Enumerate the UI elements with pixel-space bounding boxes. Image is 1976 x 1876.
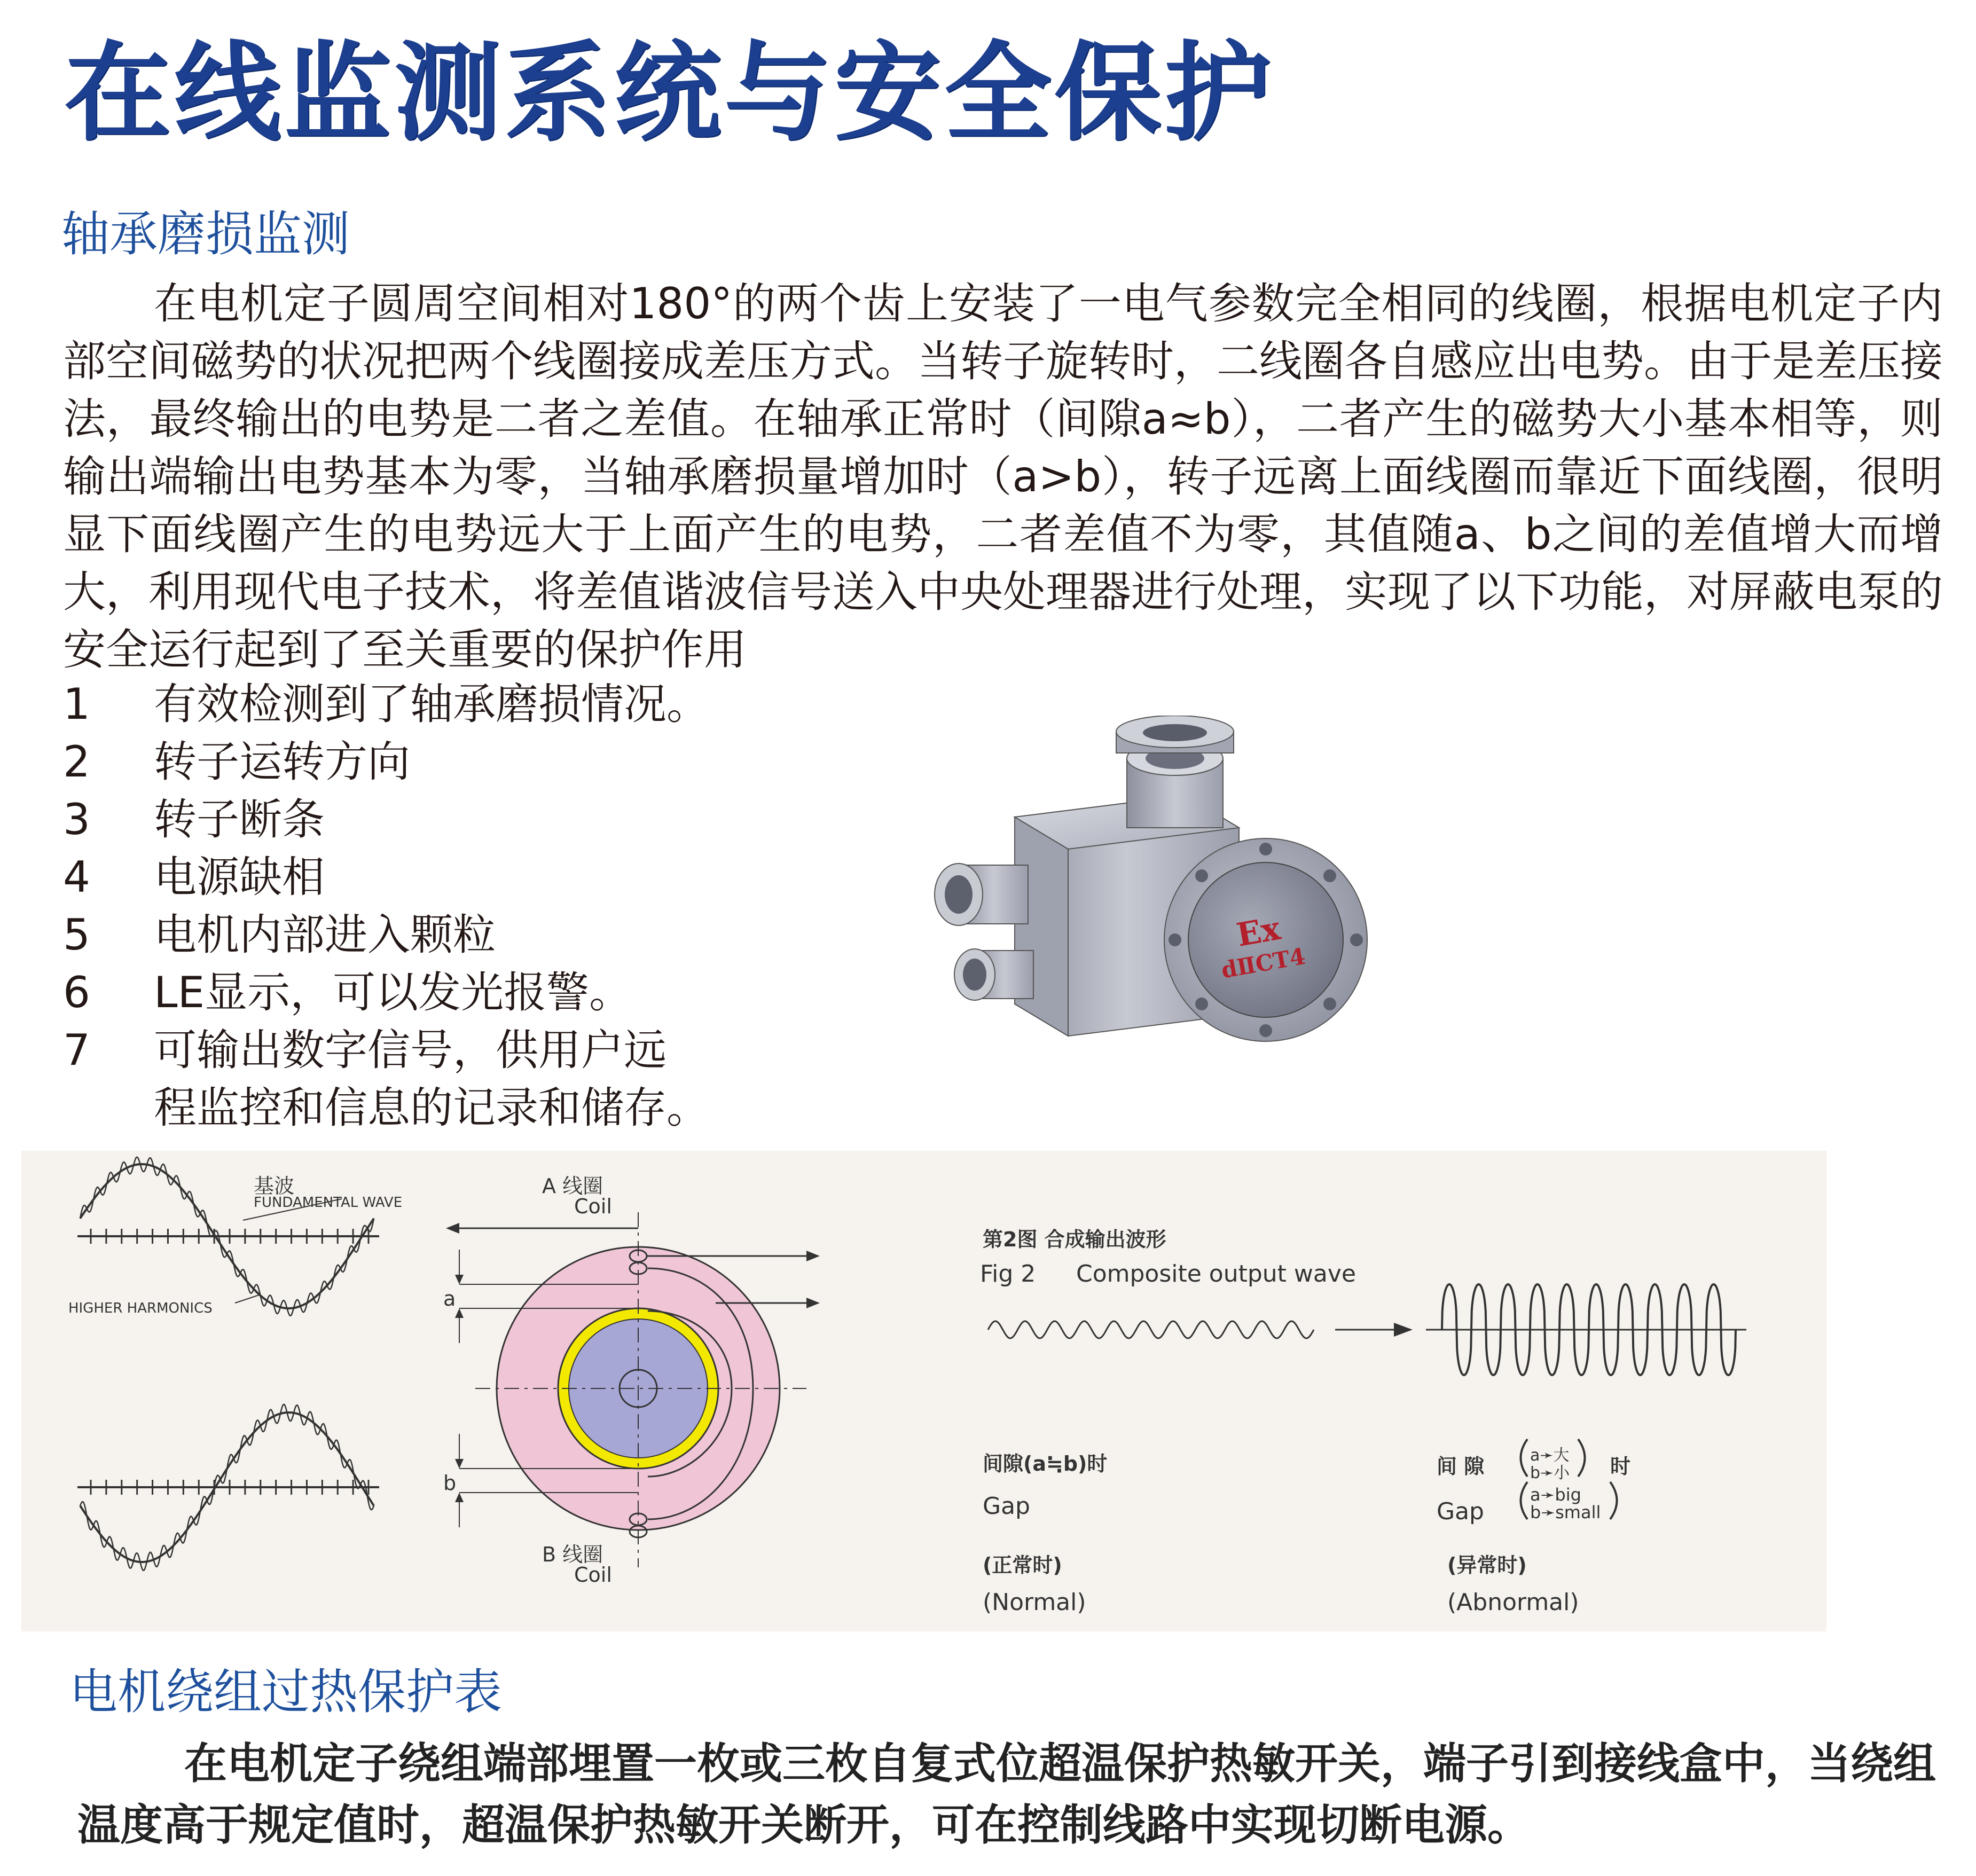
list-number: 6 bbox=[63, 968, 90, 1017]
abnormal-output-wave bbox=[1442, 1284, 1736, 1375]
normal-gap-label-en: Gap bbox=[983, 1493, 1030, 1520]
fundamental-label-en: FUNDAMENTAL WAVE bbox=[254, 1195, 403, 1211]
abnormal-gap-label-en: Gap bbox=[1437, 1498, 1484, 1525]
fundamental-label-cn: 基波 bbox=[254, 1174, 295, 1198]
abnormal-label-cn: (异常时) bbox=[1447, 1553, 1527, 1577]
fig2-title-en: Composite output wave bbox=[1076, 1260, 1356, 1288]
normal-gap-label-cn: 间隙(a≒b)时 bbox=[983, 1452, 1108, 1475]
list-text: 有效检测到了轴承磨损情况。 bbox=[154, 679, 709, 729]
ex-marking: Ex bbox=[1234, 909, 1283, 954]
list-number: 4 bbox=[63, 852, 90, 902]
gap-a-label: a bbox=[443, 1287, 456, 1310]
normal-output-wave bbox=[988, 1321, 1314, 1338]
list-text: 电机内部进入颗粒 bbox=[154, 910, 496, 960]
normal-label-en: (Normal) bbox=[983, 1589, 1086, 1616]
coil-b-label-cn: B 线圈 bbox=[542, 1543, 603, 1566]
list-text: LE显示，可以发光报警。 bbox=[154, 968, 632, 1017]
abnormal-a-en: a➛big bbox=[1530, 1485, 1581, 1505]
section-heading-winding-overheat: 电机绕组过热保护表 bbox=[69, 1664, 502, 1720]
list-text: 转子断条 bbox=[154, 795, 325, 844]
harmonics-leader bbox=[235, 1295, 259, 1303]
abnormal-label-en: (Abnormal) bbox=[1447, 1589, 1579, 1616]
section-heading-bearing-wear: 轴承磨损监测 bbox=[61, 206, 350, 262]
coil-a-label-cn: A 线圈 bbox=[542, 1174, 603, 1198]
abnormal-gap-label-cn: 间 隙 bbox=[1437, 1455, 1485, 1478]
harmonics-label: HIGHER HARMONICS bbox=[68, 1300, 213, 1316]
list-number: 7 bbox=[63, 1025, 90, 1075]
list-number: 5 bbox=[63, 910, 90, 960]
abnormal-time-cn: 时 bbox=[1610, 1455, 1631, 1478]
gap-b-label: b bbox=[443, 1471, 457, 1495]
list-text: 电源缺相 bbox=[154, 852, 325, 902]
abnormal-b-en: b➛small bbox=[1530, 1502, 1601, 1522]
explosion-class-marking: dⅡCT4 bbox=[1219, 943, 1307, 984]
list-text: 程监控和信息的记录和储存。 bbox=[154, 1083, 709, 1133]
list-text: 可输出数字信号，供用户远 bbox=[154, 1025, 666, 1075]
junction-box-illustration bbox=[908, 716, 1389, 1089]
abnormal-b-cn: b➛小 bbox=[1530, 1464, 1570, 1482]
normal-label-cn: (正常时) bbox=[983, 1553, 1062, 1577]
diagram-graphics bbox=[21, 1151, 1826, 1631]
diagram-panel bbox=[21, 1151, 1826, 1631]
coil-b-label-en: Coil bbox=[574, 1563, 612, 1587]
list-text: 转子运转方向 bbox=[154, 737, 410, 787]
list-number: 2 bbox=[63, 737, 90, 787]
bearing-wear-paragraph: 在电机定子圆周空间相对180°的两个齿上安装了一电气参数完全相同的线圈，根据电机定子内部空间磁势的状况把两个线圈接成差压方式。当转子旋转时，二线圈各自感应出电势。由于是差压接法，最终输出的电势是二者之差值。在轴承正常时（间隙a≈b），二者产生的磁势大小基本相等，则输出端输出电势基本为零，当轴承磨损量增加时（a>b），转子远离上面线圈而靠近下面线圈，很明显下面线圈产生的电势远大于上面产生的电势，二者差值不为零，其值随a、b之间的差值增大而增大，利用现代电子技术，将差值谐波信号送入中央处理器进行处理，实现了以下功能，对屏蔽电泵的安全运行起到了至关重要的保护作用 bbox=[63, 279, 1943, 674]
feature-list bbox=[63, 676, 918, 1145]
fig2-number: Fig 2 bbox=[980, 1260, 1036, 1288]
winding-overheat-paragraph: 在电机定子绕组端部埋置一枚或三枚自复式位超温保护热敏开关，端子引到接线盒中，当绕组温度高于规定值时，超温保护热敏开关断开，可在控制线路中实现切断电源。 bbox=[77, 1739, 1936, 1850]
abnormal-a-cn: a➛大 bbox=[1530, 1446, 1570, 1465]
coil-a-label-en: Coil bbox=[574, 1195, 612, 1218]
list-number: 1 bbox=[63, 679, 90, 729]
fig2-title-cn: 第2图 合成输出波形 bbox=[983, 1228, 1166, 1251]
page-title: 在线监测系统与安全保护 bbox=[64, 31, 1275, 155]
list-number: 3 bbox=[63, 795, 90, 844]
